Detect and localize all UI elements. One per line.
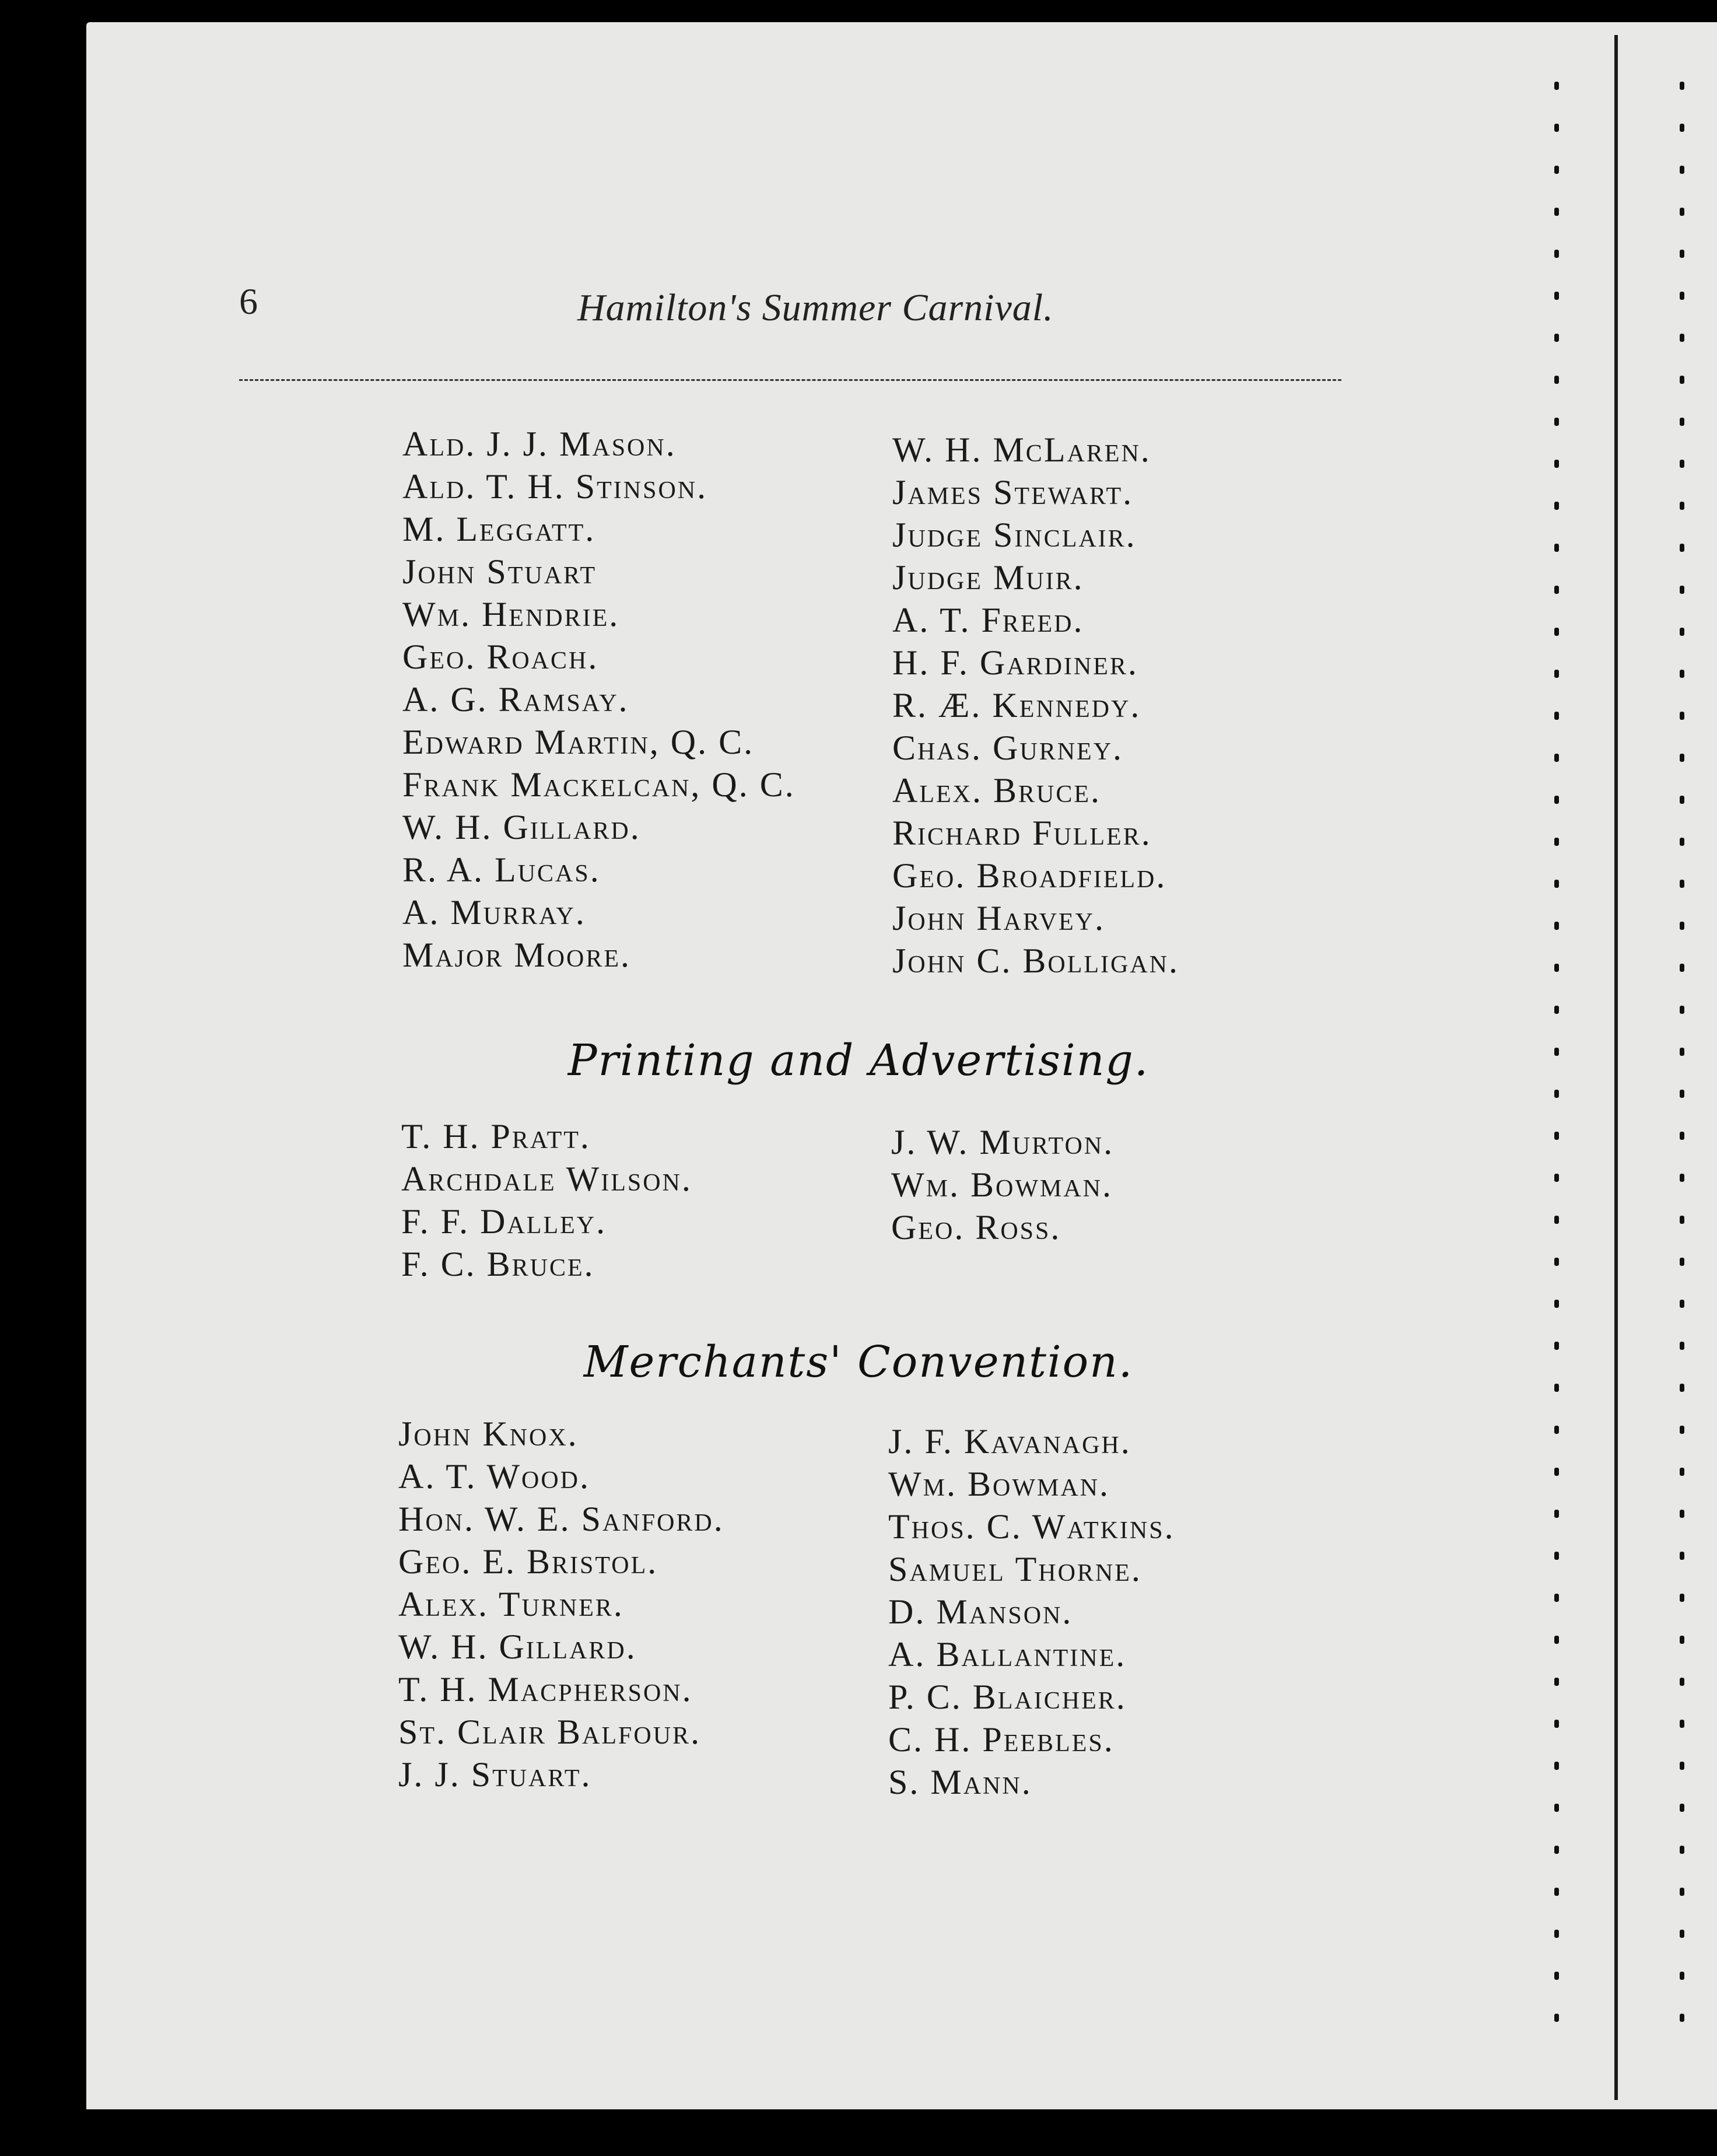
committee-member: W. H. Gillard. <box>402 808 641 846</box>
committee-member: John Knox. <box>398 1415 579 1453</box>
committee-member: Geo. Broadfield. <box>892 856 1167 895</box>
binding-hole-mark <box>1680 2014 1684 2022</box>
binding-hole-mark <box>1680 1720 1684 1728</box>
binding-hole-mark <box>1554 1846 1559 1854</box>
binding-hole-mark <box>1554 208 1559 216</box>
binding-hole-mark <box>1554 1552 1559 1560</box>
binding-hole-mark <box>1554 1258 1559 1266</box>
header-rule <box>239 379 1341 381</box>
binding-hole-mark <box>1554 292 1559 300</box>
committee-member: W. H. Gillard. <box>398 1628 637 1666</box>
binding-hole-mark <box>1554 880 1559 888</box>
binding-hole-mark <box>1554 712 1559 720</box>
committee-member: Edward Martin, Q. C. <box>402 723 755 761</box>
binding-hole-mark <box>1680 208 1684 216</box>
committee-member: Ald. J. J. Mason. <box>402 425 677 463</box>
committee-member: Richard Fuller. <box>892 814 1152 852</box>
binding-hole-mark <box>1680 250 1684 258</box>
committee-member: James Stewart. <box>892 473 1134 512</box>
committee-member: Judge Muir. <box>892 558 1084 597</box>
binding-hole-mark <box>1680 1636 1684 1644</box>
committee-member: S. Mann. <box>888 1763 1032 1801</box>
committee-member: R. A. Lucas. <box>402 850 601 889</box>
binding-hole-mark <box>1680 838 1684 846</box>
committee-member: A. Murray. <box>402 893 586 932</box>
binding-hole-mark <box>1554 1636 1559 1644</box>
binding-hole-mark <box>1680 1468 1684 1476</box>
committee-member: Archdale Wilson. <box>401 1160 692 1198</box>
binding-hole-mark <box>1554 1888 1559 1896</box>
committee-member: Wm. Bowman. <box>888 1465 1110 1503</box>
committee-member: Frank Mackelcan, Q. C. <box>402 765 796 804</box>
committee-member: C. H. Peebles. <box>888 1720 1115 1759</box>
binding-hole-mark <box>1680 544 1684 552</box>
binding-hole-mark <box>1554 1132 1559 1140</box>
committee-member: John Stuart <box>402 552 597 591</box>
binding-hole-mark <box>1680 1300 1684 1308</box>
binding-hole-mark <box>1554 124 1559 132</box>
committee-member: A. Ballantine. <box>888 1635 1127 1674</box>
binding-hole-mark <box>1680 334 1684 342</box>
committee-member: J. J. Stuart. <box>398 1755 592 1794</box>
binding-hole-mark <box>1680 922 1684 930</box>
binding-hole-mark <box>1680 1678 1684 1686</box>
binding-hole-mark <box>1680 1006 1684 1014</box>
binding-hole-mark <box>1554 586 1559 594</box>
section-heading-merchants: Merchants' Convention. <box>583 1337 1134 1387</box>
committee-member: Thos. C. Watkins. <box>888 1507 1175 1546</box>
committee-member: A. G. Ramsay. <box>402 680 629 719</box>
committee-member: Alex. Bruce. <box>892 771 1102 810</box>
binding-hole-mark <box>1680 712 1684 720</box>
merchants-left-column <box>398 1413 724 1796</box>
binding-hole-mark <box>1554 796 1559 804</box>
binding-hole-mark <box>1554 1216 1559 1224</box>
binding-hole-mark <box>1680 1846 1684 1854</box>
committee-member: St. Clair Balfour. <box>398 1713 702 1751</box>
committee-member: D. Manson. <box>888 1592 1073 1631</box>
committee-member: A. T. Wood. <box>398 1457 590 1496</box>
binding-hole-mark <box>1554 838 1559 846</box>
binding-hole-mark <box>1554 1930 1559 1938</box>
page-number: 6 <box>239 281 258 322</box>
binding-hole-mark <box>1680 1762 1684 1770</box>
binding-hole-mark <box>1680 796 1684 804</box>
binding-hole-mark <box>1680 292 1684 300</box>
binding-hole-mark <box>1680 502 1684 510</box>
committee-member: F. F. Dalley. <box>401 1202 607 1241</box>
binding-hole-mark <box>1554 376 1559 384</box>
printing-left-column <box>401 1115 692 1286</box>
committee-member: T. H. Pratt. <box>401 1117 591 1156</box>
binding-hole-mark <box>1680 418 1684 426</box>
binding-hole-mark <box>1680 1804 1684 1812</box>
binding-hole-mark <box>1554 628 1559 636</box>
section-heading-printing: Printing and Advertising. <box>567 1035 1150 1086</box>
binding-hole-mark <box>1554 82 1559 90</box>
committee-member: R. Æ. Kennedy. <box>892 686 1141 724</box>
committee-member: J. W. Murton. <box>891 1123 1115 1161</box>
committee-member: Geo. E. Bristol. <box>398 1542 658 1581</box>
binding-hole-mark <box>1554 502 1559 510</box>
binding-hole-mark <box>1680 1888 1684 1896</box>
committee-member: Wm. Hendrie. <box>402 595 620 634</box>
binding-hole-mark <box>1680 586 1684 594</box>
committee-member: J. F. Kavanagh. <box>888 1422 1131 1461</box>
binding-hole-mark <box>1554 1426 1559 1434</box>
binding-hole-mark <box>1554 250 1559 258</box>
binding-hole-mark <box>1680 964 1684 972</box>
binding-hole-mark <box>1554 1468 1559 1476</box>
binding-hole-mark <box>1680 670 1684 678</box>
committee-member: John Harvey. <box>892 899 1105 937</box>
binding-hole-mark <box>1680 1930 1684 1938</box>
binding-hole-mark <box>1554 1090 1559 1098</box>
binding-hole-mark <box>1680 628 1684 636</box>
binding-hole-mark <box>1554 1510 1559 1518</box>
binding-hole-mark <box>1554 754 1559 762</box>
binding-hole-mark <box>1680 166 1684 174</box>
committee-member: A. T. Freed. <box>892 601 1084 639</box>
binding-hole-mark <box>1554 1300 1559 1308</box>
committee-right-column <box>892 429 1179 982</box>
committee-member: Geo. Roach. <box>402 638 599 676</box>
binding-hole-mark <box>1680 1132 1684 1140</box>
binding-hole-mark <box>1680 880 1684 888</box>
binding-hole-mark <box>1554 1762 1559 1770</box>
binding-hole-mark <box>1554 2014 1559 2022</box>
committee-member: John C. Bolligan. <box>892 942 1180 980</box>
committee-member: Major Moore. <box>402 936 632 974</box>
binding-hole-mark <box>1680 1594 1684 1602</box>
committee-member: Samuel Thorne. <box>888 1550 1142 1588</box>
binding-hole-mark <box>1680 460 1684 468</box>
committee-member: Judge Sinclair. <box>892 516 1137 554</box>
committee-member: Geo. Ross. <box>891 1208 1061 1247</box>
binding-hole-mark <box>1680 124 1684 132</box>
committee-member: F. C. Bruce. <box>401 1245 595 1283</box>
binding-hole-mark <box>1680 82 1684 90</box>
committee-member: Ald. T. H. Stinson. <box>402 467 708 506</box>
binding-hole-mark <box>1554 460 1559 468</box>
binding-hole-mark <box>1554 1804 1559 1812</box>
binding-hole-mark <box>1554 166 1559 174</box>
committee-member: H. F. Gardiner. <box>892 643 1138 682</box>
binding-hole-mark <box>1554 922 1559 930</box>
running-title: Hamilton's Summer Carnival. <box>577 286 1054 329</box>
binding-hole-mark <box>1554 1678 1559 1686</box>
committee-member: P. C. Blaicher. <box>888 1678 1127 1716</box>
committee-member: M. Leggatt. <box>402 510 596 548</box>
binding-hole-mark <box>1554 544 1559 552</box>
binding-hole-mark <box>1680 1090 1684 1098</box>
binding-hole-mark <box>1680 1510 1684 1518</box>
binding-hole-mark <box>1554 1006 1559 1014</box>
binding-hole-mark <box>1680 1426 1684 1434</box>
binding-hole-mark <box>1554 1972 1559 1980</box>
printing-right-column <box>891 1121 1114 1249</box>
binding-hole-mark <box>1554 418 1559 426</box>
committee-member: T. H. Macpherson. <box>398 1670 693 1709</box>
committee-left-column <box>402 423 796 977</box>
binding-hole-mark <box>1554 964 1559 972</box>
committee-member: Alex. Turner. <box>398 1585 624 1623</box>
binding-hole-mark <box>1554 1174 1559 1182</box>
committee-member: Hon. W. E. Sanford. <box>398 1500 724 1538</box>
binding-hole-mark <box>1680 1552 1684 1560</box>
binding-hole-mark <box>1680 1174 1684 1182</box>
binding-hole-mark <box>1680 1972 1684 1980</box>
binding-hole-mark <box>1680 754 1684 762</box>
committee-member: Wm. Bowman. <box>891 1166 1113 1204</box>
binding-hole-mark <box>1680 376 1684 384</box>
binding-hole-mark <box>1680 1216 1684 1224</box>
binding-hole-mark <box>1680 1258 1684 1266</box>
merchants-right-column <box>888 1420 1175 1804</box>
committee-member: Chas. Gurney. <box>892 729 1124 767</box>
binding-hole-mark <box>1554 334 1559 342</box>
binding-hole-mark <box>1554 1594 1559 1602</box>
binding-hole-mark <box>1554 1720 1559 1728</box>
committee-member: W. H. McLaren. <box>892 430 1151 469</box>
binding-hole-mark <box>1554 670 1559 678</box>
